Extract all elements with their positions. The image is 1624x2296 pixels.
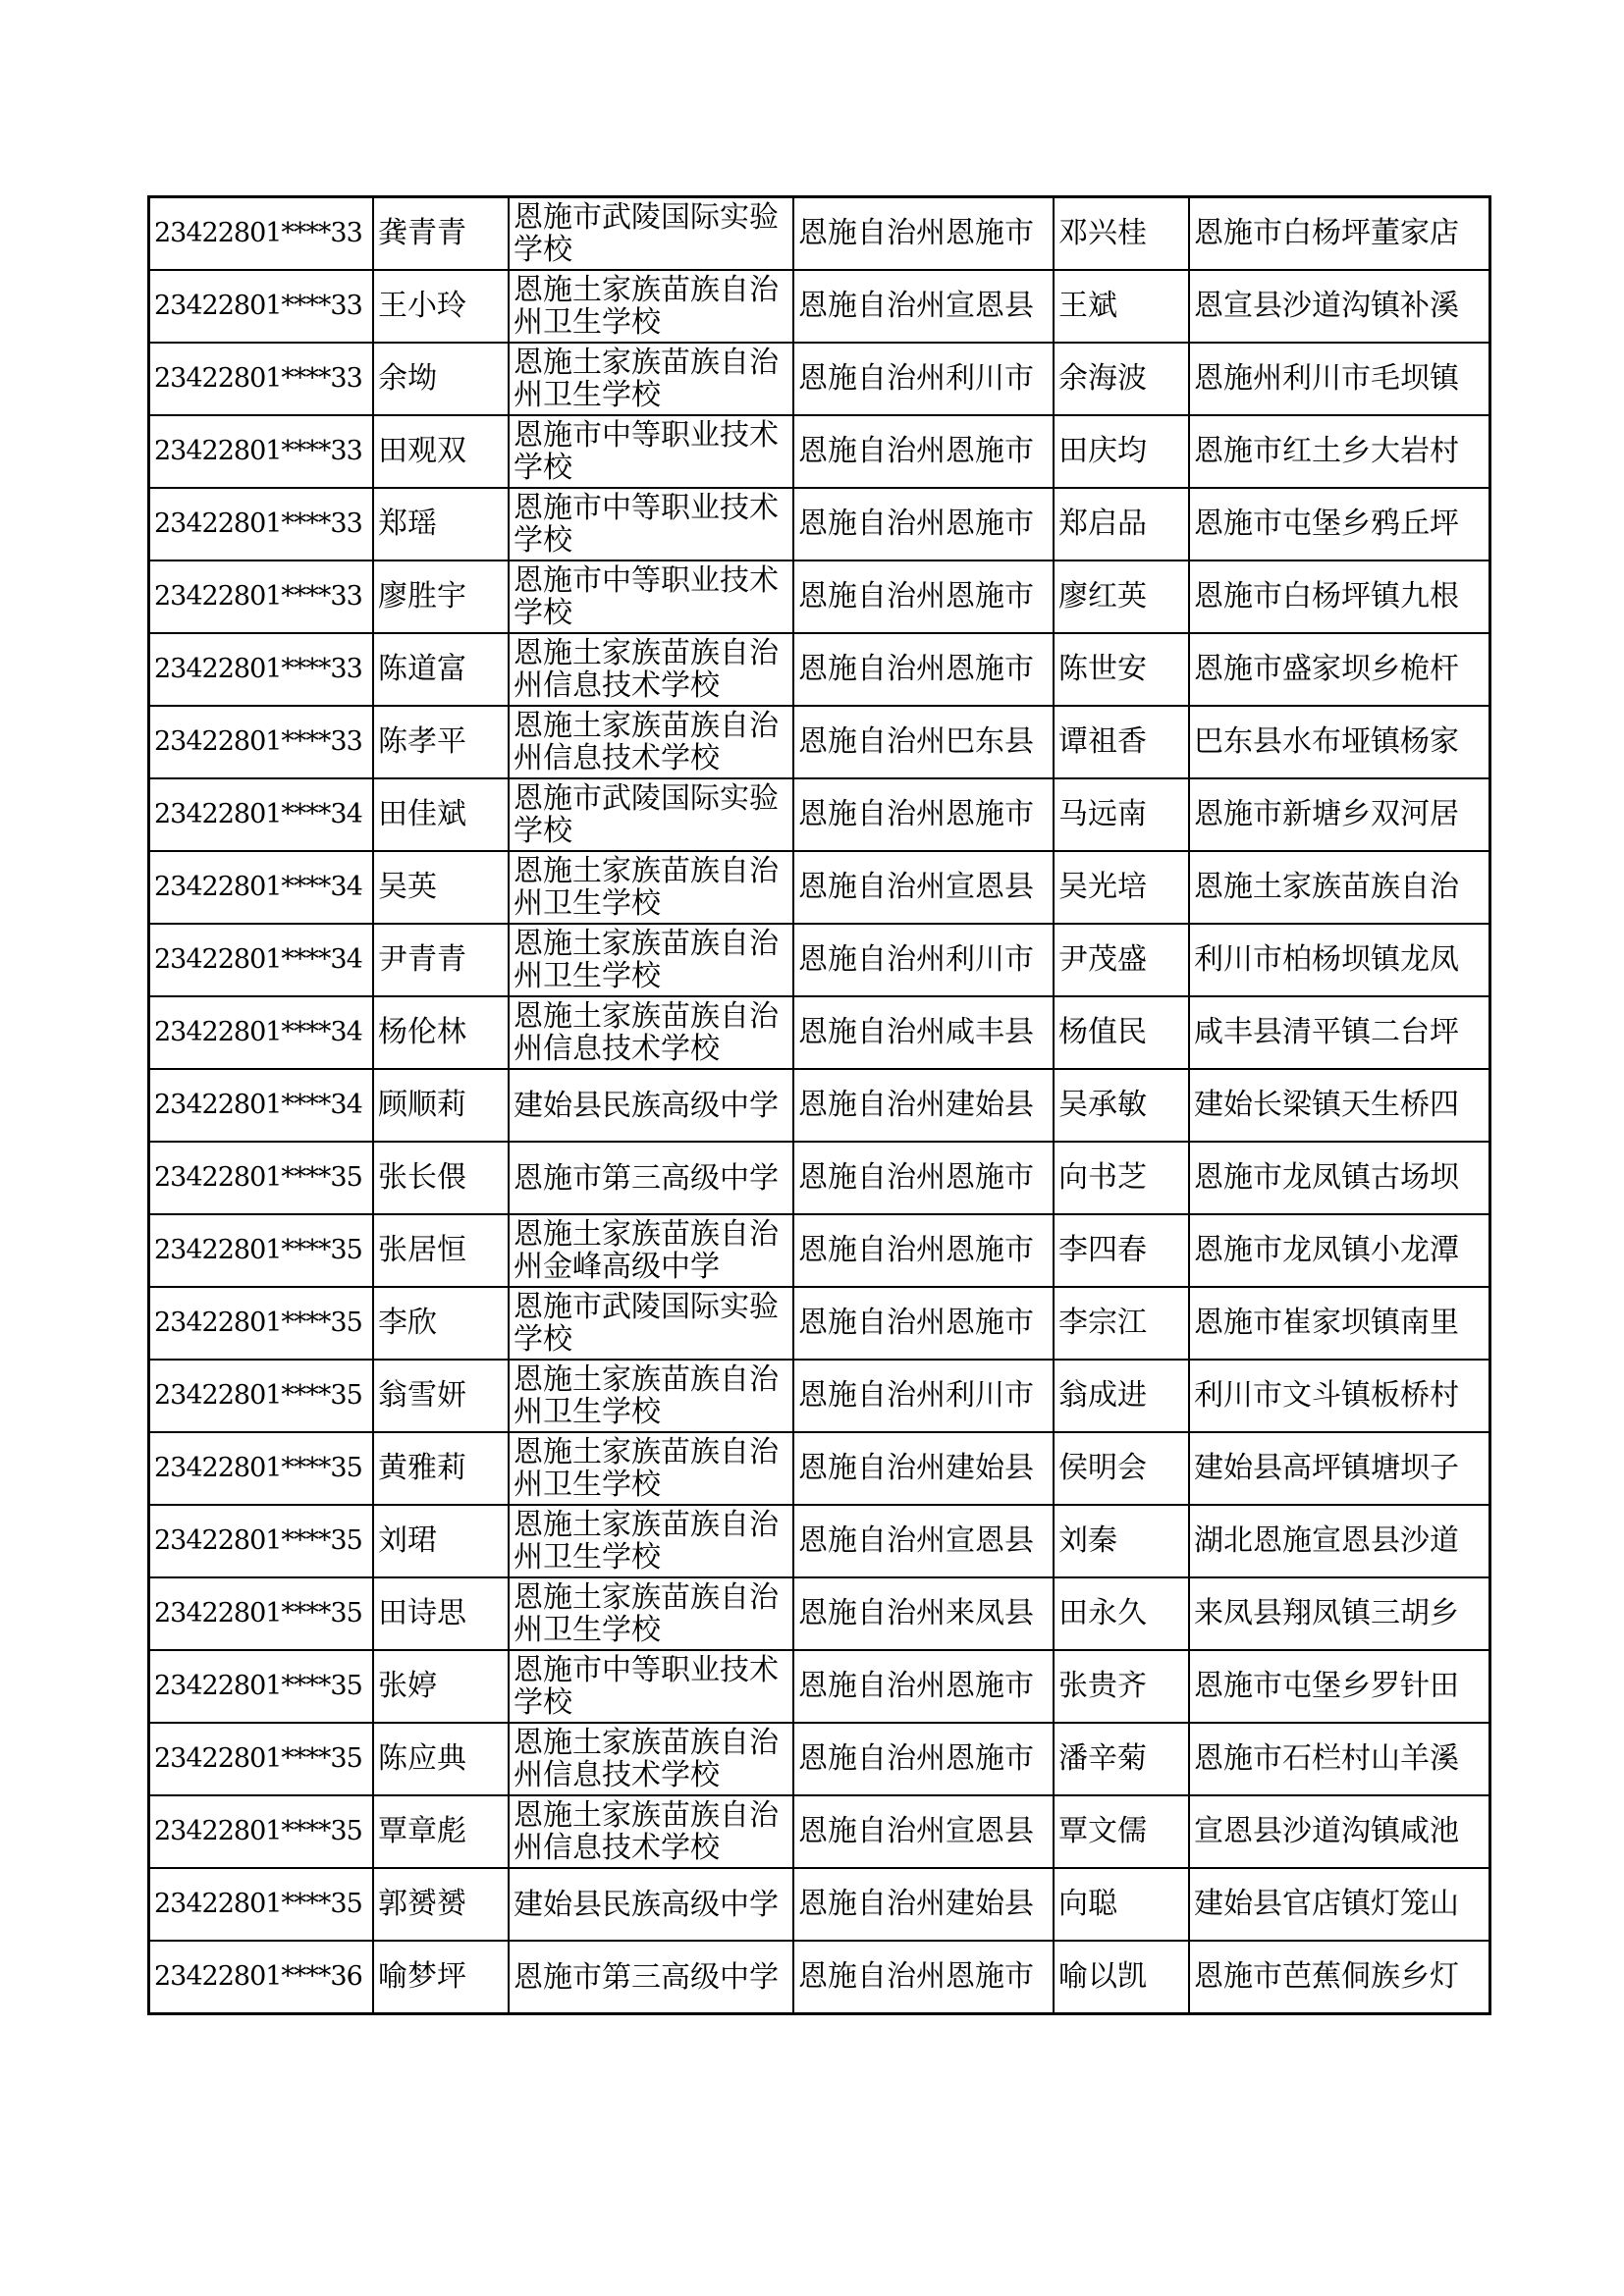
id-cell: 23422801****35: [149, 1723, 374, 1795]
school-cell: 恩施土家族苗族自治州金峰高级中学: [509, 1214, 793, 1287]
table-row: [149, 1069, 1490, 1142]
table-row: [149, 270, 1490, 343]
school-cell: 恩施市第三高级中学: [509, 1941, 793, 2014]
guardian-cell: 吴光培: [1054, 851, 1189, 924]
guardian-cell: 郑启品: [1054, 488, 1189, 561]
id-cell: 23422801****34: [149, 851, 374, 924]
id-cell: 23422801****35: [149, 1287, 374, 1360]
region-cell: 恩施自治州恩施市: [793, 415, 1054, 488]
guardian-cell: 李宗江: [1054, 1287, 1189, 1360]
table-row: [149, 1868, 1490, 1941]
school-cell: 恩施土家族苗族自治州卫生学校: [509, 1505, 793, 1577]
name-cell: 吴英: [373, 851, 509, 924]
table-row: [149, 1360, 1490, 1432]
region-cell: 恩施自治州恩施市: [793, 197, 1054, 271]
id-cell: 23422801****36: [149, 1941, 374, 2014]
table-row: [149, 1795, 1490, 1868]
id-cell: 23422801****35: [149, 1214, 374, 1287]
table-row: [149, 706, 1490, 778]
id-cell: 23422801****35: [149, 1432, 374, 1505]
id-cell: 23422801****35: [149, 1650, 374, 1723]
id-cell: 23422801****33: [149, 706, 374, 778]
address-cell: 建始县高坪镇塘坝子: [1189, 1432, 1490, 1505]
guardian-cell: 谭祖香: [1054, 706, 1189, 778]
name-cell: 喻梦坪: [373, 1941, 509, 2014]
table-row: [149, 1577, 1490, 1650]
region-cell: 恩施自治州恩施市: [793, 633, 1054, 706]
school-cell: 恩施土家族苗族自治州卫生学校: [509, 1360, 793, 1432]
id-cell: 23422801****34: [149, 924, 374, 996]
address-cell: 恩施市白杨坪董家店: [1189, 197, 1490, 271]
school-cell: 恩施市中等职业技术学校: [509, 561, 793, 633]
region-cell: 恩施自治州利川市: [793, 343, 1054, 415]
id-cell: 23422801****33: [149, 561, 374, 633]
name-cell: 余坳: [373, 343, 509, 415]
address-cell: 恩施市盛家坝乡桅杆: [1189, 633, 1490, 706]
address-cell: 恩施市龙凤镇小龙潭: [1189, 1214, 1490, 1287]
address-cell: 巴东县水布垭镇杨家: [1189, 706, 1490, 778]
address-cell: 恩施市崔家坝镇南里: [1189, 1287, 1490, 1360]
region-cell: 恩施自治州建始县: [793, 1432, 1054, 1505]
name-cell: 郑瑶: [373, 488, 509, 561]
table-row: [149, 1941, 1490, 2014]
guardian-cell: 田永久: [1054, 1577, 1189, 1650]
name-cell: 郭赟赟: [373, 1868, 509, 1941]
name-cell: 李欣: [373, 1287, 509, 1360]
region-cell: 恩施自治州恩施市: [793, 1287, 1054, 1360]
name-cell: 尹青青: [373, 924, 509, 996]
id-cell: 23422801****35: [149, 1505, 374, 1577]
address-cell: 来凤县翔凤镇三胡乡: [1189, 1577, 1490, 1650]
school-cell: 恩施市中等职业技术学校: [509, 415, 793, 488]
guardian-cell: 陈世安: [1054, 633, 1189, 706]
id-cell: 23422801****35: [149, 1795, 374, 1868]
table-row: [149, 851, 1490, 924]
region-cell: 恩施自治州恩施市: [793, 1941, 1054, 2014]
region-cell: 恩施自治州恩施市: [793, 778, 1054, 851]
id-cell: 23422801****34: [149, 996, 374, 1069]
guardian-cell: 向聪: [1054, 1868, 1189, 1941]
id-cell: 23422801****34: [149, 778, 374, 851]
guardian-cell: 廖红英: [1054, 561, 1189, 633]
address-cell: 恩施市白杨坪镇九根: [1189, 561, 1490, 633]
guardian-cell: 侯明会: [1054, 1432, 1189, 1505]
table-row: [149, 1287, 1490, 1360]
data-table: [147, 195, 1491, 2015]
name-cell: 杨伦林: [373, 996, 509, 1069]
school-cell: 恩施土家族苗族自治州卫生学校: [509, 343, 793, 415]
address-cell: 利川市柏杨坝镇龙凤: [1189, 924, 1490, 996]
school-cell: 恩施土家族苗族自治州信息技术学校: [509, 633, 793, 706]
school-cell: 恩施土家族苗族自治州卫生学校: [509, 851, 793, 924]
school-cell: 恩施市武陵国际实验学校: [509, 778, 793, 851]
table-row: [149, 415, 1490, 488]
table-row: [149, 1214, 1490, 1287]
school-cell: 恩施土家族苗族自治州信息技术学校: [509, 1723, 793, 1795]
region-cell: 恩施自治州宣恩县: [793, 851, 1054, 924]
guardian-cell: 王斌: [1054, 270, 1189, 343]
guardian-cell: 向书芝: [1054, 1142, 1189, 1214]
table-row: [149, 778, 1490, 851]
region-cell: 恩施自治州恩施市: [793, 1723, 1054, 1795]
guardian-cell: 刘秦: [1054, 1505, 1189, 1577]
table-row: [149, 1142, 1490, 1214]
id-cell: 23422801****35: [149, 1360, 374, 1432]
name-cell: 田观双: [373, 415, 509, 488]
table-row: [149, 1505, 1490, 1577]
school-cell: 恩施市武陵国际实验学校: [509, 1287, 793, 1360]
table-row: [149, 1723, 1490, 1795]
guardian-cell: 李四春: [1054, 1214, 1189, 1287]
school-cell: 恩施土家族苗族自治州信息技术学校: [509, 1795, 793, 1868]
guardian-cell: 杨值民: [1054, 996, 1189, 1069]
school-cell: 恩施土家族苗族自治州卫生学校: [509, 270, 793, 343]
region-cell: 恩施自治州巴东县: [793, 706, 1054, 778]
address-cell: 恩施市屯堡乡罗针田: [1189, 1650, 1490, 1723]
region-cell: 恩施自治州建始县: [793, 1069, 1054, 1142]
name-cell: 王小玲: [373, 270, 509, 343]
address-cell: 咸丰县清平镇二台坪: [1189, 996, 1490, 1069]
region-cell: 恩施自治州宣恩县: [793, 1505, 1054, 1577]
table-row: [149, 633, 1490, 706]
region-cell: 恩施自治州恩施市: [793, 1650, 1054, 1723]
name-cell: 廖胜宇: [373, 561, 509, 633]
guardian-cell: 喻以凯: [1054, 1941, 1189, 2014]
address-cell: 恩施市龙凤镇古场坝: [1189, 1142, 1490, 1214]
region-cell: 恩施自治州利川市: [793, 1360, 1054, 1432]
school-cell: 建始县民族高级中学: [509, 1069, 793, 1142]
name-cell: 张婷: [373, 1650, 509, 1723]
id-cell: 23422801****33: [149, 270, 374, 343]
guardian-cell: 田庆均: [1054, 415, 1189, 488]
school-cell: 恩施土家族苗族自治州卫生学校: [509, 1432, 793, 1505]
school-cell: 恩施市中等职业技术学校: [509, 488, 793, 561]
address-cell: 恩施土家族苗族自治: [1189, 851, 1490, 924]
region-cell: 恩施自治州咸丰县: [793, 996, 1054, 1069]
name-cell: 陈孝平: [373, 706, 509, 778]
name-cell: 黄雅莉: [373, 1432, 509, 1505]
id-cell: 23422801****35: [149, 1142, 374, 1214]
name-cell: 覃章彪: [373, 1795, 509, 1868]
address-cell: 宣恩县沙道沟镇咸池: [1189, 1795, 1490, 1868]
school-cell: 建始县民族高级中学: [509, 1868, 793, 1941]
guardian-cell: 尹茂盛: [1054, 924, 1189, 996]
name-cell: 田佳斌: [373, 778, 509, 851]
address-cell: 湖北恩施宣恩县沙道: [1189, 1505, 1490, 1577]
id-cell: 23422801****35: [149, 1868, 374, 1941]
name-cell: 陈道富: [373, 633, 509, 706]
school-cell: 恩施土家族苗族自治州卫生学校: [509, 1577, 793, 1650]
guardian-cell: 张贵齐: [1054, 1650, 1189, 1723]
table-row: [149, 197, 1490, 271]
region-cell: 恩施自治州恩施市: [793, 1142, 1054, 1214]
table-row: [149, 1432, 1490, 1505]
guardian-cell: 余海波: [1054, 343, 1189, 415]
region-cell: 恩施自治州来凤县: [793, 1577, 1054, 1650]
region-cell: 恩施自治州恩施市: [793, 1214, 1054, 1287]
guardian-cell: 邓兴桂: [1054, 197, 1189, 271]
table-row: [149, 343, 1490, 415]
id-cell: 23422801****33: [149, 197, 374, 271]
name-cell: 刘珺: [373, 1505, 509, 1577]
table-row: [149, 924, 1490, 996]
id-cell: 23422801****35: [149, 1577, 374, 1650]
table-row: [149, 488, 1490, 561]
name-cell: 顾顺莉: [373, 1069, 509, 1142]
id-cell: 23422801****33: [149, 415, 374, 488]
address-cell: 恩施市屯堡乡鸦丘坪: [1189, 488, 1490, 561]
address-cell: 恩施市芭蕉侗族乡灯: [1189, 1941, 1490, 2014]
region-cell: 恩施自治州利川市: [793, 924, 1054, 996]
id-cell: 23422801****33: [149, 343, 374, 415]
name-cell: 张居恒: [373, 1214, 509, 1287]
guardian-cell: 覃文儒: [1054, 1795, 1189, 1868]
guardian-cell: 潘辛菊: [1054, 1723, 1189, 1795]
school-cell: 恩施市第三高级中学: [509, 1142, 793, 1214]
address-cell: 恩施州利川市毛坝镇: [1189, 343, 1490, 415]
address-cell: 利川市文斗镇板桥村: [1189, 1360, 1490, 1432]
table-row: [149, 996, 1490, 1069]
guardian-cell: 吴承敏: [1054, 1069, 1189, 1142]
table-body: [149, 197, 1490, 2014]
address-cell: 建始长梁镇天生桥四: [1189, 1069, 1490, 1142]
name-cell: 田诗思: [373, 1577, 509, 1650]
guardian-cell: 翁成进: [1054, 1360, 1189, 1432]
region-cell: 恩施自治州建始县: [793, 1868, 1054, 1941]
table-row: [149, 561, 1490, 633]
region-cell: 恩施自治州宣恩县: [793, 270, 1054, 343]
guardian-cell: 马远南: [1054, 778, 1189, 851]
address-cell: 恩施市石栏村山羊溪: [1189, 1723, 1490, 1795]
name-cell: 张长偎: [373, 1142, 509, 1214]
name-cell: 翁雪妍: [373, 1360, 509, 1432]
region-cell: 恩施自治州宣恩县: [793, 1795, 1054, 1868]
school-cell: 恩施市中等职业技术学校: [509, 1650, 793, 1723]
id-cell: 23422801****34: [149, 1069, 374, 1142]
address-cell: 恩宣县沙道沟镇补溪: [1189, 270, 1490, 343]
school-cell: 恩施土家族苗族自治州信息技术学校: [509, 996, 793, 1069]
table-row: [149, 1650, 1490, 1723]
address-cell: 建始县官店镇灯笼山: [1189, 1868, 1490, 1941]
address-cell: 恩施市红土乡大岩村: [1189, 415, 1490, 488]
school-cell: 恩施市武陵国际实验学校: [509, 197, 793, 271]
address-cell: 恩施市新塘乡双河居: [1189, 778, 1490, 851]
region-cell: 恩施自治州恩施市: [793, 561, 1054, 633]
id-cell: 23422801****33: [149, 633, 374, 706]
school-cell: 恩施土家族苗族自治州信息技术学校: [509, 706, 793, 778]
name-cell: 陈应典: [373, 1723, 509, 1795]
name-cell: 龚青青: [373, 197, 509, 271]
school-cell: 恩施土家族苗族自治州卫生学校: [509, 924, 793, 996]
id-cell: 23422801****33: [149, 488, 374, 561]
region-cell: 恩施自治州恩施市: [793, 488, 1054, 561]
